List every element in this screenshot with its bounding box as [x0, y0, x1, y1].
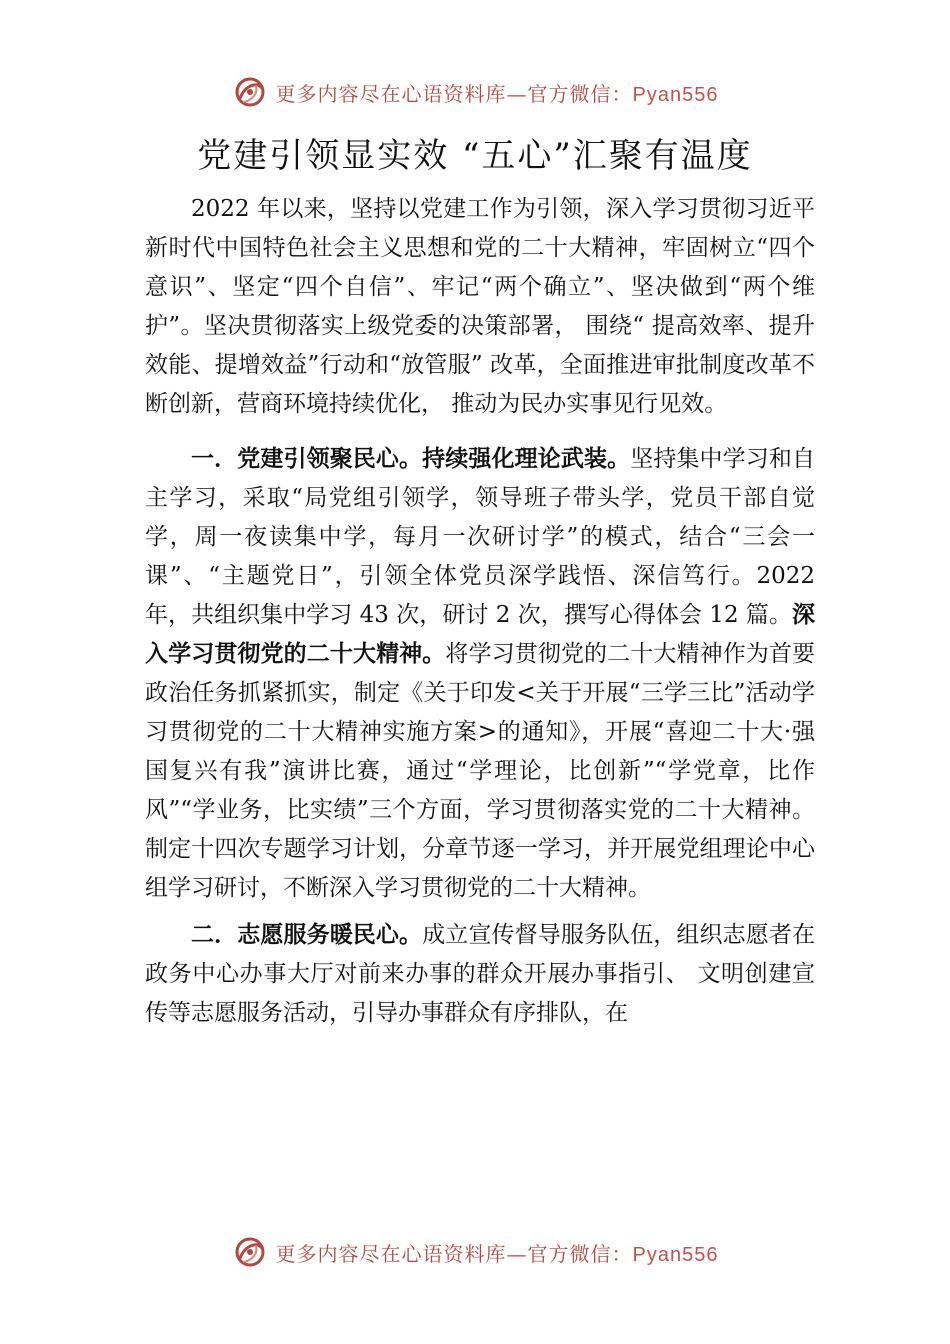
section1-sub1-text: 坚持集中学习和自主学习，采取“局党组引领学，领导班子带头学，党员干部自觉学，周一夜读集中学，每月一次研讨学”的模式，结合“三会一课”、“主题党日”，引领全体党员深学践悟、深信笃行。2022 年，共组织集中学习 43 次，研讨 2 次，撰写心得体会 12 篇。 [145, 446, 816, 628]
section1-paragraph [145, 440, 815, 908]
section2-text: 成立宣传督导服务队伍，组织志愿者在政务中心办事大厅对前来办事的群众开展办事指引、 文明创建宣传等志愿服务活动，引导办事群众有序排队，在 [145, 922, 816, 1026]
document-title: 党建引领显实效 “五心”汇聚有温度 [197, 136, 753, 176]
swirl-logo-icon [232, 1234, 268, 1270]
section1-sub2-heading: 深入学习贯彻党的二十大精神。 [145, 602, 815, 667]
swirl-logo-icon [232, 74, 268, 110]
header-banner-text [276, 78, 719, 107]
section1-sub1-heading: 持续强化理论武装。 [422, 446, 631, 472]
section2-paragraph [145, 916, 815, 1033]
document-body [145, 190, 815, 1041]
section1-heading: 一．党建引领聚民心。 [191, 446, 423, 472]
header-wechat-id: Pyan556 [632, 83, 719, 106]
footer-banner [0, 1232, 950, 1272]
header-banner-label: 更多内容尽在心语资料库—官方微信： [275, 81, 633, 106]
footer-banner-label: 更多内容尽在心语资料库—官方微信： [275, 1241, 633, 1266]
footer-wechat-id: Pyan556 [632, 1243, 719, 1266]
footer-banner-text [276, 1238, 719, 1267]
section1-sub2-text: 将学习贯彻党的二十大精神作为首要政治任务抓紧抓实，制定《关于印发<关于开展“三学三比”活动学习贯彻党的二十大精神实施方案>的通知》，开展“喜迎二十大·强国复兴有我”演讲比赛，通过“学理论，比创新”“学党章，比作风”“学业务，比实绩”三个方面，学习贯彻落实党的二十大精神。 制定十四次专题学习计划，分章节逐一学习，并开展党组理论中心组学习研讨，不断深入学习贯彻党的二十大精神。 [145, 641, 816, 901]
header-banner [0, 72, 950, 112]
intro-paragraph: 2022 年以来，坚持以党建工作为引领，深入学习贯彻习近平新时代中国特色社会主义思想和党的二十大精神，牢固树立“四个意识”、坚定“四个自信”、牢记“两个确立”、坚决做到“两个维护”。坚决贯彻落实上级党委的决策部署， 围绕“ 提高效率、提升效能、提增效益”行动和“放管服” 改革，全面推进审批制度改革不断创新，营商环境持续优化， 推动为民办实事见行见效。 [145, 196, 815, 417]
section2-heading: 二．志愿服务暖民心。 [191, 922, 423, 948]
